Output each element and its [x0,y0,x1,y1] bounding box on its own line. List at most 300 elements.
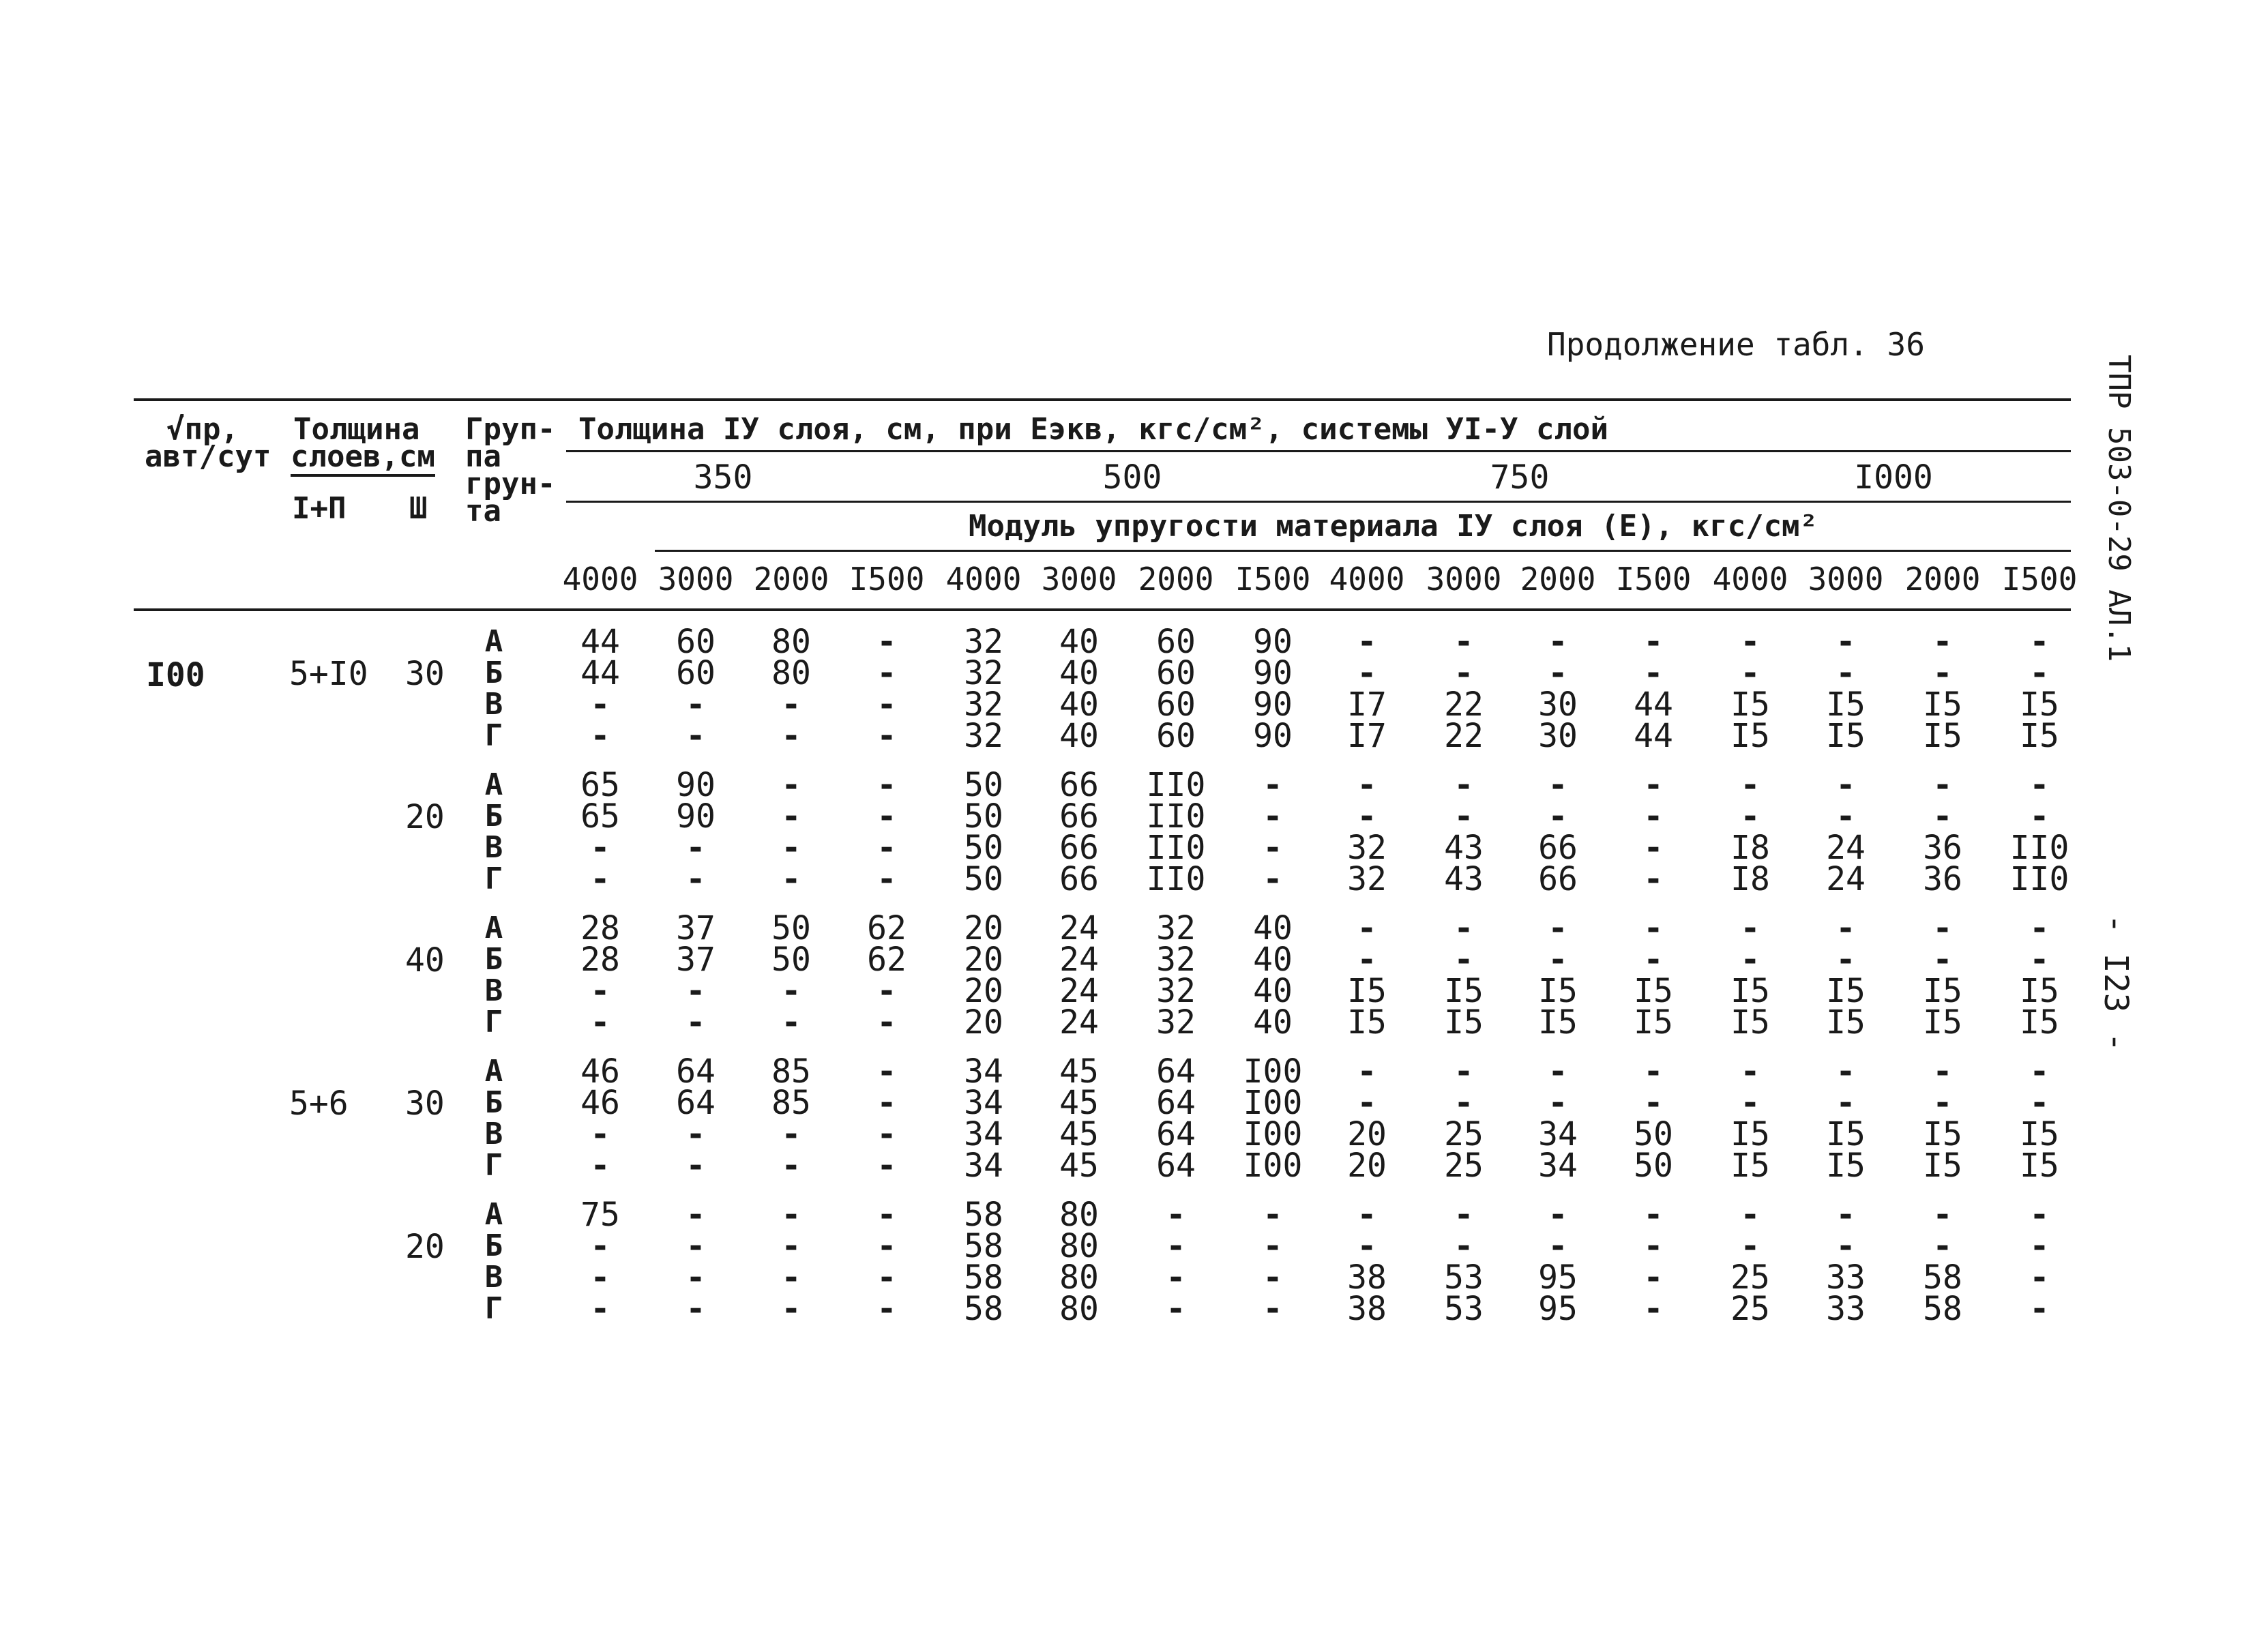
table-cell: - [781,1258,801,1297]
table-cell: - [876,654,897,692]
table-cell: I5 [2020,972,2059,1010]
table-cell: 44 [580,623,620,661]
table-cell: - [1263,1227,1283,1265]
e-value-header: 4000 [562,561,638,598]
table-cell: - [1740,909,1760,947]
table-cell: - [876,1084,897,1122]
header-thickness: Толщина [293,412,420,447]
table-cell: - [1357,1196,1377,1234]
table-cell: - [876,797,897,836]
table-cell: 24 [1059,972,1099,1010]
table-cell: - [781,797,801,836]
e-value-header: 2000 [753,561,829,598]
table-cell: 95 [1538,1290,1578,1328]
table-cell: 44 [580,654,620,692]
table-cell: - [1263,766,1283,804]
table-cell: I8 [1730,829,1770,867]
table-cell: - [876,860,897,898]
soil-group-letter: А [484,911,503,945]
table-cell: 30 [1538,717,1578,755]
table-cell: 90 [1253,717,1293,755]
table-cell: - [1643,1227,1664,1265]
table-cell: 25 [1730,1290,1770,1328]
soil-group-letter: Б [484,1228,503,1263]
table-cell: I5 [1538,972,1578,1010]
table-cell: - [1548,1227,1568,1265]
table-cell: - [1643,797,1664,836]
table-cell: I5 [2020,717,2059,755]
table-cell: I00 [1243,1147,1303,1185]
table-cell: 80 [1059,1196,1099,1234]
table-cell: - [590,1290,610,1328]
table-cell: 60 [1156,685,1196,724]
table-cell: I5 [1826,1115,1866,1153]
table-cell: 24 [1059,941,1099,979]
table-cell: 34 [1538,1147,1578,1185]
table-cell: - [1836,1084,1856,1122]
table-cell: - [1932,1052,1953,1091]
table-cell: 20 [964,941,1003,979]
table-cell: - [1740,797,1760,836]
table-cell: 34 [964,1052,1003,1091]
table-cell: 28 [580,941,620,979]
soil-group-letter: Б [484,942,503,977]
table-cell: I5 [1730,1147,1770,1185]
table-cell: 62 [867,941,907,979]
table-cell: I8 [1730,860,1770,898]
layer3-thickness: 30 [405,1085,445,1123]
table-cell: I5 [1347,1003,1387,1042]
table-cell: - [590,1258,610,1297]
table-cell: 46 [580,1052,620,1091]
table-cell: II0 [1146,766,1206,804]
table-cell: 24 [1826,829,1866,867]
table-cell: - [686,1196,706,1234]
table-cell: - [1740,1227,1760,1265]
table-cell: - [1836,623,1856,661]
table-cell: - [686,685,706,724]
soil-group-letter: В [484,973,503,1008]
table-cell: 22 [1444,685,1484,724]
table-cell: 20 [1347,1115,1387,1153]
table-cell: - [1166,1196,1186,1234]
page-number: - I23 - [2097,914,2135,1052]
soil-group-letter: Г [484,718,503,753]
table-cell: 50 [1634,1115,1673,1153]
table-cell: - [686,1258,706,1297]
table-cell: - [1740,623,1760,661]
table-cell: 22 [1444,717,1484,755]
table-cell: 36 [1923,860,1962,898]
table-cell: - [1740,654,1760,692]
table-cell: 32 [1156,941,1196,979]
table-cell: - [1740,766,1760,804]
table-cell: - [1643,1258,1664,1297]
table-cell: - [686,829,706,867]
table-cell: 32 [964,654,1003,692]
header-main-title: Толщина IУ слоя, см, при Еэкв, кгс/см², системы УI-У слой [578,412,1608,447]
e-value-header: 3000 [1426,561,1502,598]
layer3-thickness: 40 [405,941,445,979]
table-cell: 60 [676,654,716,692]
table-cell: I5 [1826,717,1866,755]
table-cell: 20 [964,909,1003,947]
table-cell: 66 [1538,829,1578,867]
table-cell: - [2029,1084,2050,1122]
table-cell: 40 [1253,972,1293,1010]
table-cell: 50 [771,941,811,979]
table-cell: 20 [964,972,1003,1010]
table-cell: - [781,829,801,867]
table-cell: - [1548,1052,1568,1091]
table-cell: - [781,685,801,724]
table-cell: - [781,766,801,804]
table-cell: - [590,1147,610,1185]
table-cell: 65 [580,766,620,804]
e-value-header: 4000 [1712,561,1788,598]
table-cell: 44 [1634,717,1673,755]
table-cell: - [590,860,610,898]
table-cell: - [1836,1052,1856,1091]
table-cell: 38 [1347,1258,1387,1297]
header-soil-group-2: па [465,439,501,474]
table-cell: - [1263,797,1283,836]
header-e-values-rule [655,550,2071,552]
table-cell: I5 [1538,1003,1578,1042]
table-cell: - [2029,766,2050,804]
table-cell: 60 [1156,654,1196,692]
table-cell: - [1836,654,1856,692]
table-cell: - [1548,909,1568,947]
table-cell: 58 [1923,1258,1962,1297]
soil-group-letter: А [484,1054,503,1089]
table-cell: 45 [1059,1084,1099,1122]
e-group-label: I000 [1854,458,1933,497]
soil-group-letter: А [484,767,503,802]
table-cell: 50 [964,766,1003,804]
table-cell: 64 [1156,1115,1196,1153]
table-cell: 90 [1253,685,1293,724]
table-cell: 24 [1059,909,1099,947]
table-cell: - [876,685,897,724]
table-cell: I5 [1634,1003,1673,1042]
table-cell: - [2029,1258,2050,1297]
table-cell: I00 [1243,1084,1303,1122]
table-cell: - [1454,654,1474,692]
table-cell: II0 [2009,829,2069,867]
table-cell: 64 [1156,1084,1196,1122]
table-cell: I5 [1730,972,1770,1010]
table-cell: - [590,829,610,867]
table-cell: 32 [1347,860,1387,898]
header-modulus-title: Модуль упругости материала IУ слоя (Е), кгс/см² [969,509,1818,544]
table-cell: 66 [1059,829,1099,867]
table-cell: - [1454,909,1474,947]
table-cell: I7 [1347,685,1387,724]
table-cell: 65 [580,797,620,836]
table-cell: I5 [1730,1115,1770,1153]
table-cell: - [781,717,801,755]
table-cell: I5 [1347,972,1387,1010]
table-cell: - [1263,829,1283,867]
soil-group-letter: Г [484,1291,503,1326]
table-cell: - [1357,766,1377,804]
table-cell: 60 [676,623,716,661]
table-cell: - [1166,1290,1186,1328]
table-cell: - [1836,941,1856,979]
table-cell: 32 [964,717,1003,755]
table-cell: 32 [1156,1003,1196,1042]
e-value-header: 2000 [1904,561,1981,598]
table-cell: - [781,1196,801,1234]
table-cell: I5 [1923,685,1962,724]
table-cell: 50 [964,829,1003,867]
table-cell: - [781,1115,801,1153]
table-cell: I5 [1923,1003,1962,1042]
table-header-bottom-rule [134,608,2071,611]
table-cell: 66 [1538,860,1578,898]
table-cell: 25 [1444,1147,1484,1185]
table-cell: 37 [676,941,716,979]
table-cell: 85 [771,1052,811,1091]
table-cell: 24 [1059,1003,1099,1042]
table-cell: - [1548,797,1568,836]
table-cell: - [1643,623,1664,661]
e-value-header: I500 [1615,561,1692,598]
table-cell: I5 [1444,972,1484,1010]
table-cell: - [1836,1196,1856,1234]
table-cell: 62 [867,909,907,947]
table-cell: - [590,1003,610,1042]
e-value-header: 3000 [658,561,734,598]
table-cell: I5 [1826,972,1866,1010]
soil-group-letter: Б [484,1085,503,1120]
table-cell: 80 [1059,1227,1099,1265]
table-cell: 66 [1059,860,1099,898]
table-cell: - [1643,829,1664,867]
soil-group-letter: В [484,1117,503,1151]
table-cell: - [686,972,706,1010]
table-cell: - [1357,654,1377,692]
table-cell: - [1932,654,1953,692]
soil-group-letter: Г [484,861,503,896]
table-cell: - [876,1227,897,1265]
table-cell: - [2029,797,2050,836]
table-cell: - [781,1147,801,1185]
table-cell: 50 [964,797,1003,836]
header-traffic: √пр, [166,412,239,447]
table-cell: 40 [1253,1003,1293,1042]
table-cell: I5 [1826,1147,1866,1185]
table-cell: 80 [771,654,811,692]
table-cell: - [1357,941,1377,979]
table-cell: - [686,717,706,755]
header-thickness-unit: слоев,см [291,439,435,477]
table-cell: 32 [964,685,1003,724]
e-value-header: 4000 [1329,561,1405,598]
table-cell: - [1932,941,1953,979]
table-cell: - [876,623,897,661]
table-cell: 32 [1156,909,1196,947]
table-cell: 34 [1538,1115,1578,1153]
table-cell: 90 [1253,654,1293,692]
table-cell: - [1643,654,1664,692]
table-cell: 66 [1059,766,1099,804]
e-value-header: 3000 [1041,561,1117,598]
table-cell: 64 [1156,1052,1196,1091]
table-cell: - [2029,1290,2050,1328]
table-cell: I5 [1923,1147,1962,1185]
table-cell: - [1932,1196,1953,1234]
table-cell: 80 [1059,1258,1099,1297]
table-cell: 46 [580,1084,620,1122]
table-cell: - [1643,1084,1664,1122]
header-e-groups-rule [566,450,2071,452]
table-cell: - [1166,1258,1186,1297]
table-cell: - [590,1227,610,1265]
header-soil-group-3: грун- [465,467,556,501]
table-cell: - [1836,797,1856,836]
table-cell: 37 [676,909,716,947]
table-cell: - [781,972,801,1010]
table-cell: - [876,1258,897,1297]
table-cell: - [2029,1227,2050,1265]
soil-group-letter: В [484,830,503,865]
table-cell: 38 [1347,1290,1387,1328]
table-cell: 24 [1826,860,1866,898]
table-cell: - [1740,1084,1760,1122]
table-cell: - [1643,766,1664,804]
layer3-thickness: 20 [405,1228,445,1266]
table-cell: - [2029,909,2050,947]
table-cell: - [1740,941,1760,979]
table-top-rule [134,398,2071,401]
table-cell: I5 [2020,1003,2059,1042]
table-cell: 43 [1444,860,1484,898]
table-cell: - [1263,1258,1283,1297]
table-cell: - [876,717,897,755]
table-cell: 60 [1156,623,1196,661]
table-cell: I5 [1923,972,1962,1010]
table-cell: 50 [1634,1147,1673,1185]
table-cell: 33 [1826,1258,1866,1297]
e-value-header: 2000 [1520,561,1596,598]
table-cell: 58 [964,1258,1003,1297]
table-cell: - [2029,623,2050,661]
table-cell: - [1166,1227,1186,1265]
table-cell: - [781,860,801,898]
table-cell: II0 [2009,860,2069,898]
table-cell: 50 [964,860,1003,898]
table-cell: - [1548,623,1568,661]
table-cell: - [1454,1196,1474,1234]
table-cell: 90 [1253,623,1293,661]
table-cell: 36 [1923,829,1962,867]
table-cell: - [1357,1227,1377,1265]
table-cell: I5 [2020,1115,2059,1153]
table-cell: I5 [1923,1115,1962,1153]
layers-thickness: 5+6 [289,1085,349,1123]
table-cell: I00 [1243,1052,1303,1091]
table-cell: - [1643,909,1664,947]
table-cell: - [686,1003,706,1042]
table-cell: - [876,1052,897,1091]
layers-thickness: 5+I0 [289,655,368,693]
table-cell: I00 [1243,1115,1303,1153]
table-cell: - [686,860,706,898]
table-cell: - [2029,1196,2050,1234]
table-cell: 75 [580,1196,620,1234]
table-cell: - [876,1147,897,1185]
document-code: ТПР 503-0-29 АЛ.1 [2102,355,2136,662]
e-value-header: I500 [2001,561,2078,598]
table-cell: 33 [1826,1290,1866,1328]
table-cell: - [2029,1052,2050,1091]
table-cell: 40 [1253,941,1293,979]
e-value-header: 2000 [1138,561,1214,598]
table-cell: I5 [1730,1003,1770,1042]
table-cell: I5 [1923,717,1962,755]
table-cell: 40 [1059,623,1099,661]
table-cell: - [2029,941,2050,979]
table-cell: 32 [1156,972,1196,1010]
table-cell: - [1548,1084,1568,1122]
header-traffic-unit: авт/сут [145,439,271,474]
header-layers-1-2: I+П [292,491,347,526]
table-cell: 43 [1444,829,1484,867]
table-cell: - [876,1196,897,1234]
header-modulus-rule [566,501,2071,503]
table-cell: 25 [1444,1115,1484,1153]
table-cell: - [1263,1290,1283,1328]
table-cell: II0 [1146,829,1206,867]
table-cell: - [1932,1227,1953,1265]
table-cell: 53 [1444,1258,1484,1297]
table-cell: - [1932,766,1953,804]
table-cell: 60 [1156,717,1196,755]
table-cell: 40 [1059,717,1099,755]
table-cell: 58 [964,1290,1003,1328]
table-cell: 58 [964,1227,1003,1265]
table-cell: - [781,1290,801,1328]
soil-group-letter: Б [484,799,503,834]
table-cell: - [1357,623,1377,661]
soil-group-letter: В [484,1260,503,1295]
table-cell: 50 [771,909,811,947]
table-cell: - [1548,766,1568,804]
table-cell: - [1454,766,1474,804]
table-cell: - [1740,1052,1760,1091]
table-cell: 34 [964,1084,1003,1122]
e-group-label: 500 [1102,458,1162,497]
table-cell: - [1454,797,1474,836]
table-cell: I5 [1826,1003,1866,1042]
soil-group-letter: Г [484,1148,503,1183]
table-cell: I5 [2020,685,2059,724]
table-cell: - [1836,1227,1856,1265]
table-cell: I7 [1347,717,1387,755]
table-cell: 80 [771,623,811,661]
table-cell: 40 [1253,909,1293,947]
table-cell: - [1836,909,1856,947]
table-cell: 45 [1059,1052,1099,1091]
table-cell: 20 [1347,1147,1387,1185]
table-cell: - [1932,797,1953,836]
table-cell: - [1263,860,1283,898]
traffic-value: I00 [146,656,205,694]
table-cell: - [876,1115,897,1153]
table-cell: - [876,829,897,867]
